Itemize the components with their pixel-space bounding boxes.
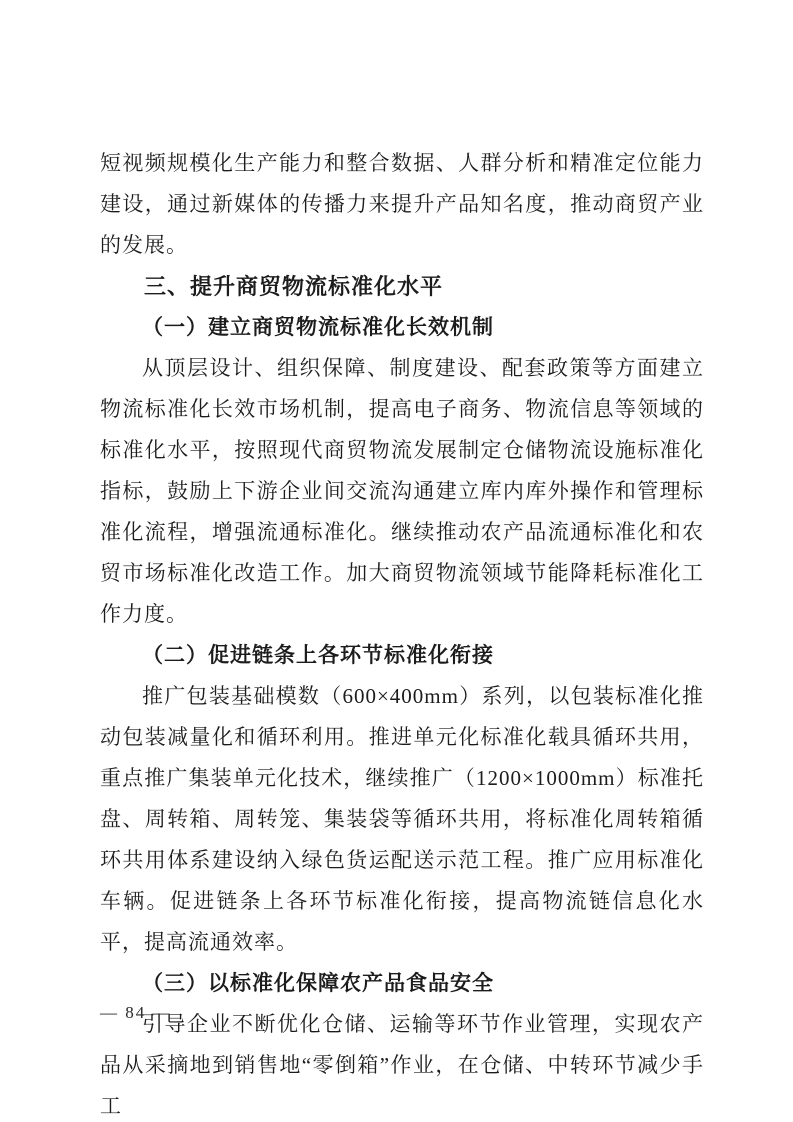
paragraph-3-3: 引导企业不断优化仓储、运输等环节作业管理，实现农产品从采摘地到销售地“零倒箱”作业，在仓储、中转环节减少手工 [100,1012,704,1118]
page-number: — 84 — [100,1003,172,1022]
paragraph-3-2: 推广包装基础模数（600×400mm）系列，以包装标准化推动包装减量化和循环利用。推进单元化标准化载具循环共用，重点推广集装单元化技术，继续推广（1200×1000mm）标准托盘、周转箱、周转笼、集装袋等循环共用，将标准化周转箱循环共用体系建设纳入绿色货运配送示范工程。推广应用标准化车辆。促进链条上各环节标准化衔接，提高物流链信息化水平，提高流通效率。 [100,684,704,954]
subsection-heading-3-2: （二）促进链条上各环节标准化衔接 [142,643,494,667]
subsection-heading-3-1: （一）建立商贸物流标准化长效机制 [142,315,494,339]
paragraph-intro-continuation: 短视频规模化生产能力和整合数据、人群分析和精准定位能力建设，通过新媒体的传播力来提升产品知名度，推动商贸产业的发展。 [100,151,704,257]
document-body [100,143,704,1122]
paragraph-3-1: 从顶层设计、组织保障、制度建设、配套政策等方面建立物流标准化长效市场机制，提高电子商务、物流信息等领域的标准化水平，按照现代商贸物流发展制定仓储物流设施标准化指标，鼓励上下游企业间交流沟通建立库内库外操作和管理标准化流程，增强流通标准化。继续推动农产品流通标准化和农贸市场标准化改造工作。加大商贸物流领域节能降耗标准化工作力度。 [100,356,704,626]
subsection-heading-3-3: （三）以标准化保障农产品食品安全 [142,971,494,995]
section-heading-3: 三、提升商贸物流标准化水平 [144,274,444,299]
